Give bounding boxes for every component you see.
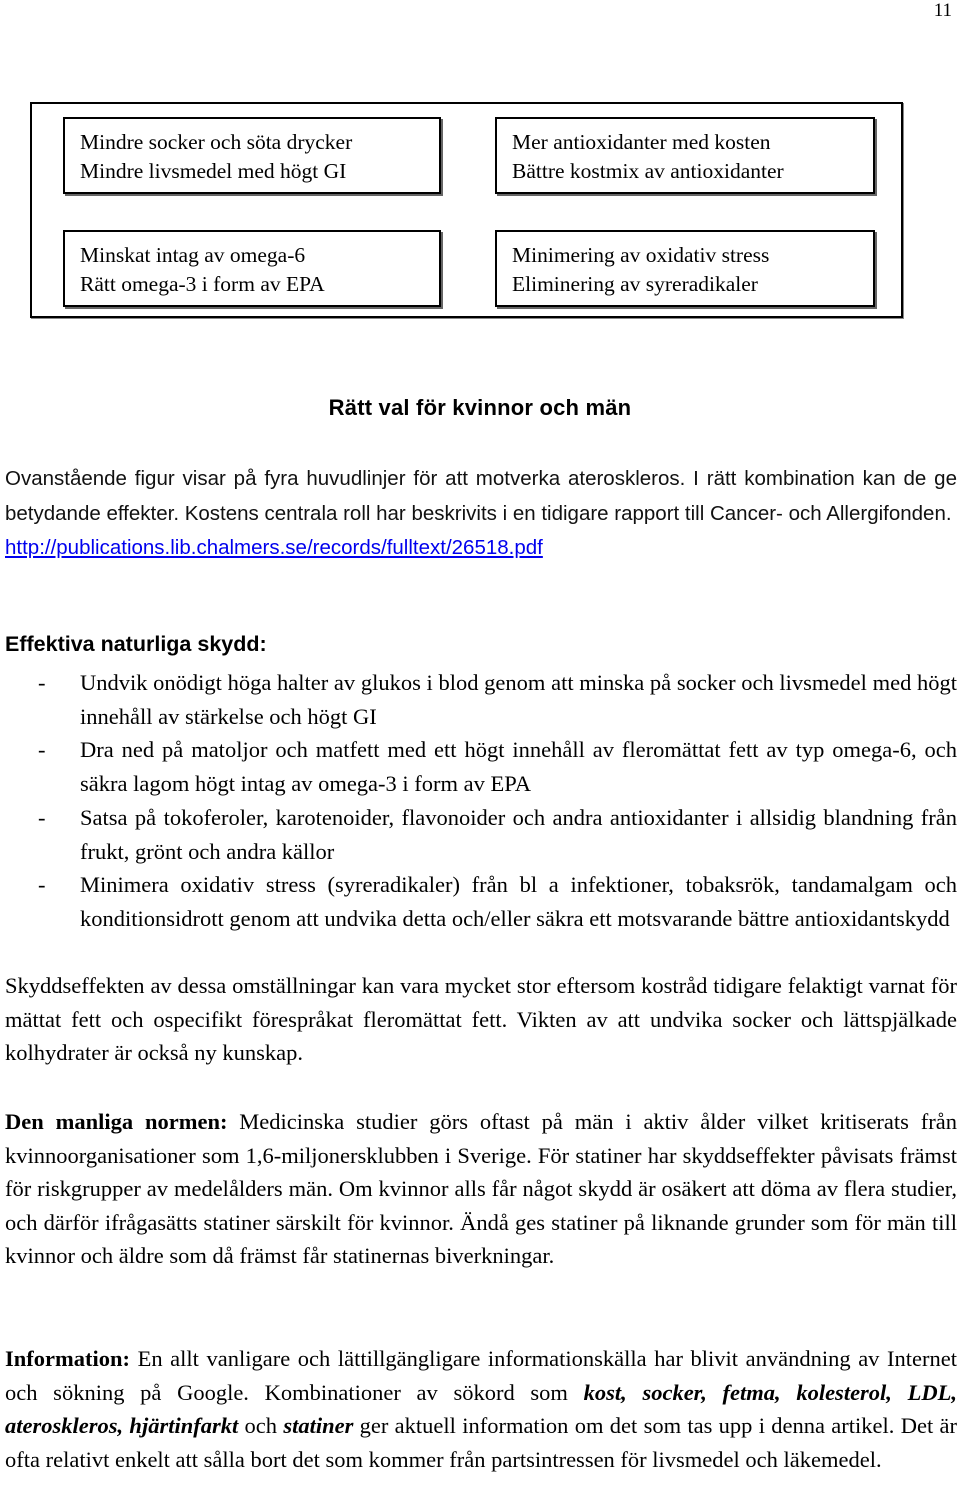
search-keyword-statiner: statiner	[283, 1413, 354, 1438]
box-line: Mer antioxidanter med kosten	[512, 130, 771, 154]
list-item-text: Undvik onödigt höga halter av glukos i blod genom att minska på socker och livsmedel med högt innehåll av stärkelse och högt GI	[80, 670, 957, 729]
list-item	[5, 868, 957, 935]
list-item-text: Satsa på tokoferoler, karotenoider, flavonoider och andra antioxidanter i allsidig blandning från frukt, grönt och andra källor	[80, 804, 957, 864]
figure-caption: Rätt val för kvinnor och män	[328, 395, 632, 420]
manliga-normen-paragraph	[5, 1105, 957, 1273]
search-keywords: kost, socker, fetma, kolesterol, LDL, ateroskleros, hjärtinfarkt	[5, 1379, 957, 1438]
paragraph-text: och	[238, 1413, 284, 1438]
bullet-dash: -	[38, 737, 46, 763]
figure-box-oxidative-stress	[495, 230, 875, 307]
intro-paragraph	[5, 462, 957, 566]
list-item	[5, 801, 957, 868]
intro-text: Ovanstående figur visar på fyra huvudlinjer för att motverka ateroskleros. I rätt kombination kan de ge betydande effekter. Kostens centrala roll har beskrivits i en tidigare rapport till Cancer- och Allergifonden.	[5, 467, 957, 525]
figure-box-omega	[63, 230, 441, 307]
bullet-dash: -	[38, 670, 46, 695]
paragraph-text: Medicinska studier görs oftast på män i aktiv ålder vilket kritiserats från kvinnoorganisationer som 1,6-miljonersklubben i Sverige. För statiner har skyddseffekter påvisats främst för riskgrupper av medelålders män. Om kvinnor alls får något skydd är osäkert att döma av flera studier, och därför ifrågasätts statiner särskilt för kvinnor. Ändå ges statiner på liknande grunder som för män till kvinnor och äldre som då främst får statinernas biverkningar.	[5, 1109, 957, 1268]
figure-box-antioxidants	[495, 117, 875, 194]
page-number: 11	[933, 0, 952, 21]
list-item-text: Minimera oxidativ stress (syreradikaler) från bl a infektioner, tobaksrök, tandamalgam och konditionsidrott genom att undvika detta och/eller säkra ett motsvarande bättre antioxidantskydd	[80, 872, 957, 931]
box-line: Eliminering av syreradikaler	[512, 272, 758, 296]
box-line: Minskat intag av omega-6	[80, 243, 306, 267]
information-paragraph	[5, 1342, 957, 1476]
paragraph-text: En allt vanligare och lättillgängligare informationskälla har blivit användning av Internet och sökning på Google. Kombinationer av sökord som	[5, 1346, 957, 1405]
report-link[interactable]: http://publications.lib.chalmers.se/records/fulltext/26518.pdf	[5, 536, 543, 559]
box-line: Mindre socker och söta drycker	[80, 130, 353, 154]
section-heading-effektiva: Effektiva naturliga skydd:	[5, 632, 267, 656]
bullet-dash: -	[38, 872, 46, 898]
figure-box-sugar	[63, 117, 441, 194]
box-line: Minimering av oxidativ stress	[512, 243, 770, 267]
skyddseffekten-paragraph: Skyddseffekten av dessa omställningar kan vara mycket stor eftersom kostråd tidigare felaktigt varnat för mättat fett och ospecifikt förespråkat fleromättat fett. Vikten av att undvika socker och lättspjälkade kolhydrater är också ny kunskap.	[5, 973, 957, 1065]
list-item	[5, 733, 957, 800]
paragraph-label: Den manliga normen:	[5, 1109, 228, 1134]
list-item-text: Dra ned på matoljor och matfett med ett högt innehåll av fleromättat fett av typ omega-6, och säkra lagom högt intag av omega-3 i form av EPA	[80, 737, 957, 797]
box-line: Rätt omega-3 i form av EPA	[80, 272, 325, 296]
paragraph-label: Information:	[5, 1346, 130, 1371]
box-line: Bättre kostmix av antioxidanter	[512, 159, 784, 183]
figure-frame	[30, 102, 903, 318]
paragraph-text: ger aktuell information om det som tas upp i denna artikel. Det är ofta relativt enkelt att sålla bort det som kommer från partsintressen för livsmedel och läkemedel.	[5, 1413, 957, 1472]
list-item	[5, 666, 957, 733]
bullet-list	[5, 666, 957, 936]
bullet-dash: -	[38, 804, 46, 830]
box-line: Mindre livsmedel med högt GI	[80, 159, 347, 183]
